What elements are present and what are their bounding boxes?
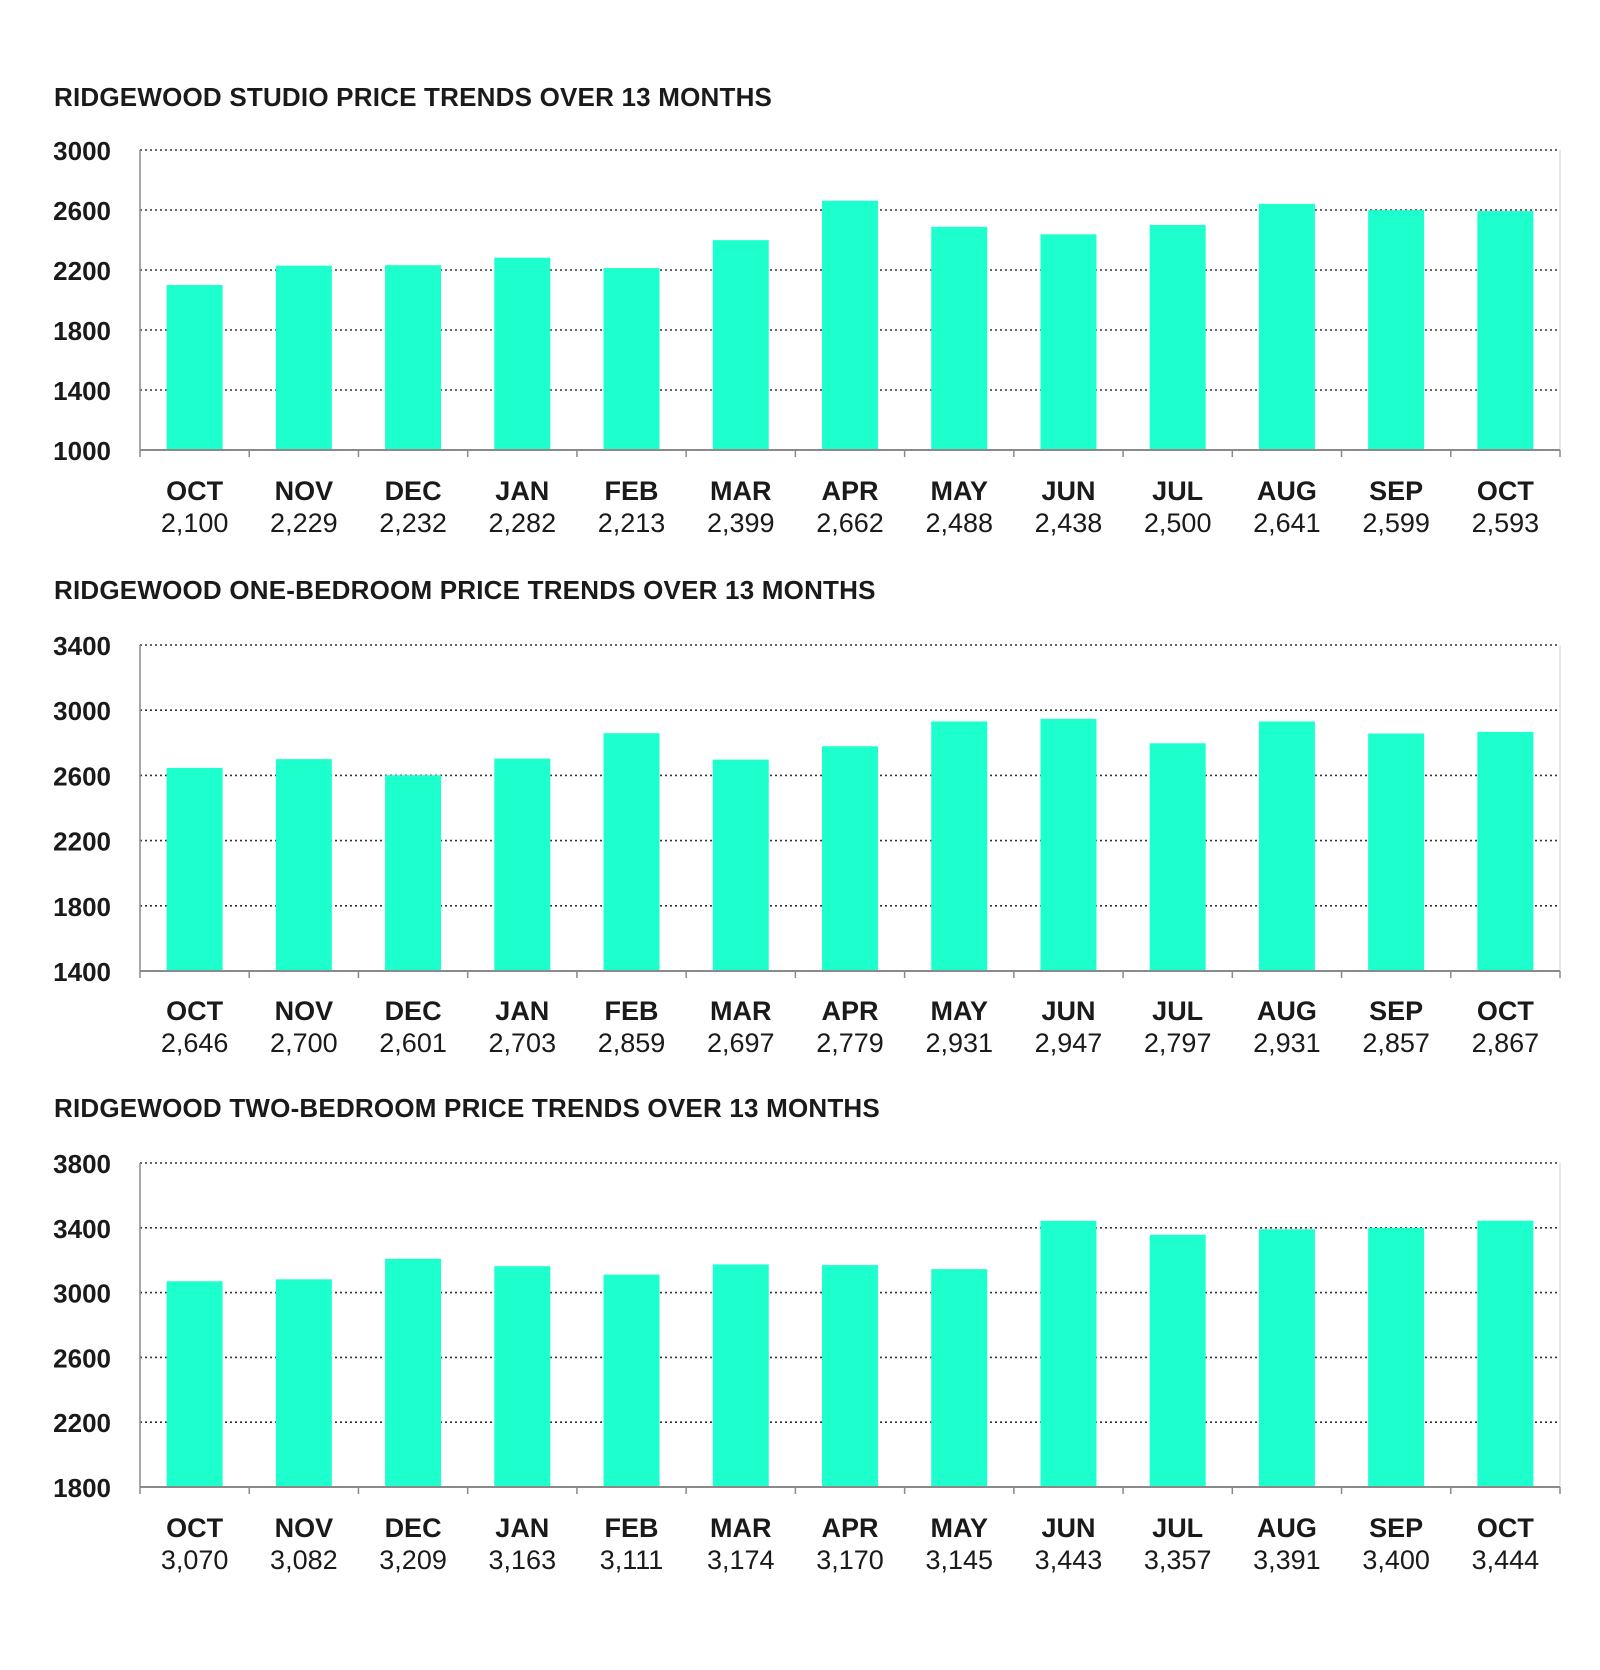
bar xyxy=(385,775,441,971)
x-tick-label: JAN xyxy=(495,996,550,1026)
bar xyxy=(167,285,223,450)
x-tick-label: SEP xyxy=(1369,476,1424,506)
y-tick-label: 3800 xyxy=(53,1149,111,1179)
x-tick-label: SEP xyxy=(1369,996,1424,1026)
data-label: 2,779 xyxy=(816,1028,884,1058)
bar xyxy=(276,1279,332,1487)
studio-chart xyxy=(0,0,1600,555)
bar xyxy=(1368,1228,1424,1487)
data-label: 2,700 xyxy=(270,1028,338,1058)
y-tick-label: 1400 xyxy=(53,957,111,987)
x-tick-label: JUN xyxy=(1041,476,1096,506)
y-tick-label: 2200 xyxy=(53,826,111,857)
data-label: 3,400 xyxy=(1362,1545,1430,1575)
x-tick-label: OCT xyxy=(166,1513,224,1543)
bar xyxy=(822,746,878,971)
chart-plot xyxy=(0,555,1600,1075)
bar xyxy=(1368,734,1424,971)
y-tick-label: 3000 xyxy=(53,696,111,727)
data-label: 2,662 xyxy=(816,508,884,538)
data-label: 2,438 xyxy=(1034,508,1103,538)
data-label: 3,170 xyxy=(816,1545,884,1575)
two-bedroom-chart xyxy=(0,1075,1600,1605)
data-label: 2,488 xyxy=(925,508,994,538)
data-label: 2,931 xyxy=(1253,1028,1321,1058)
x-tick-label: DEC xyxy=(384,476,442,506)
data-label: 2,947 xyxy=(1034,1028,1103,1058)
bar xyxy=(1040,1221,1096,1487)
y-tick-label: 1800 xyxy=(53,1473,111,1503)
x-tick-label: MAY xyxy=(930,476,988,506)
data-label: 3,391 xyxy=(1253,1545,1321,1575)
data-label: 3,357 xyxy=(1143,1545,1212,1575)
chart-title: RIDGEWOOD STUDIO PRICE TRENDS OVER 13 MONTHS xyxy=(54,82,773,112)
x-tick-label: JAN xyxy=(495,476,550,506)
data-label: 3,111 xyxy=(599,1545,664,1575)
y-tick-label: 3400 xyxy=(53,631,111,661)
data-label: 3,163 xyxy=(488,1545,557,1575)
bar xyxy=(167,1281,223,1487)
bar xyxy=(931,227,987,450)
data-label: 2,646 xyxy=(160,1028,229,1058)
data-label: 3,082 xyxy=(270,1545,338,1575)
x-tick-label: OCT xyxy=(166,996,224,1026)
bar xyxy=(1150,1235,1206,1487)
chart-plot xyxy=(0,0,1600,555)
x-tick-label: MAY xyxy=(930,1513,988,1543)
x-tick-label: AUG xyxy=(1256,476,1317,506)
data-label: 2,703 xyxy=(488,1028,557,1058)
bar xyxy=(1259,721,1315,971)
chart-title: RIDGEWOOD ONE-BEDROOM PRICE TRENDS OVER 13 MONTHS xyxy=(54,575,876,605)
bar xyxy=(1368,210,1424,450)
bar xyxy=(1477,211,1533,450)
x-tick-label: AUG xyxy=(1256,996,1317,1026)
bar xyxy=(822,201,878,450)
x-tick-label: DEC xyxy=(384,1513,442,1543)
bar xyxy=(713,1264,769,1487)
data-label: 2,867 xyxy=(1471,1028,1540,1058)
bar xyxy=(604,733,660,971)
x-tick-label: FEB xyxy=(604,476,659,506)
y-tick-label: 2600 xyxy=(53,761,111,792)
x-tick-label: NOV xyxy=(274,476,334,506)
x-tick-label: OCT xyxy=(166,476,224,506)
data-label: 2,229 xyxy=(270,508,338,538)
y-tick-label: 2200 xyxy=(53,256,111,286)
data-label: 2,599 xyxy=(1362,508,1430,538)
y-tick-label: 2600 xyxy=(53,196,111,226)
data-label: 2,282 xyxy=(488,508,557,538)
x-tick-label: APR xyxy=(821,1513,879,1543)
bar xyxy=(1150,743,1206,971)
data-label: 2,797 xyxy=(1143,1028,1212,1058)
data-label: 2,232 xyxy=(379,508,447,538)
data-label: 2,399 xyxy=(706,508,775,538)
y-tick-label: 2200 xyxy=(53,1408,111,1439)
bar xyxy=(276,759,332,971)
x-tick-label: FEB xyxy=(604,1513,659,1543)
bar xyxy=(1259,204,1315,450)
data-label: 3,444 xyxy=(1471,1545,1540,1575)
x-tick-label: MAR xyxy=(710,1513,772,1543)
bar xyxy=(494,1266,550,1487)
bar xyxy=(931,1269,987,1487)
chart-plot xyxy=(0,1075,1600,1605)
bar xyxy=(385,265,441,450)
bar xyxy=(604,1275,660,1487)
data-label: 2,500 xyxy=(1143,508,1212,538)
data-label: 3,209 xyxy=(379,1545,447,1575)
data-label: 3,145 xyxy=(925,1545,994,1575)
bar xyxy=(276,266,332,450)
bar xyxy=(822,1265,878,1487)
bar xyxy=(385,1259,441,1487)
x-tick-label: APR xyxy=(821,996,879,1026)
y-tick-label: 1800 xyxy=(53,891,111,922)
bar xyxy=(1150,225,1206,450)
one-bedroom-chart xyxy=(0,555,1600,1075)
x-tick-label: SEP xyxy=(1369,1513,1424,1543)
x-tick-label: NOV xyxy=(274,996,334,1026)
y-tick-label: 1800 xyxy=(53,316,111,346)
y-tick-label: 1400 xyxy=(53,376,111,406)
data-label: 2,100 xyxy=(160,508,229,538)
y-tick-label: 3000 xyxy=(53,1278,111,1309)
x-tick-label: DEC xyxy=(384,996,442,1026)
x-tick-label: AUG xyxy=(1256,1513,1317,1543)
data-label: 3,070 xyxy=(160,1545,229,1575)
y-tick-label: 2600 xyxy=(53,1343,111,1374)
x-tick-label: JUL xyxy=(1152,476,1204,506)
bar xyxy=(604,268,660,450)
bar xyxy=(1040,234,1096,450)
data-label: 2,601 xyxy=(379,1028,447,1058)
x-tick-label: NOV xyxy=(274,1513,334,1543)
y-tick-label: 3000 xyxy=(53,136,111,166)
data-label: 2,859 xyxy=(597,1028,666,1058)
data-label: 2,857 xyxy=(1362,1028,1430,1058)
bar xyxy=(1477,1221,1533,1487)
data-label: 2,931 xyxy=(925,1028,994,1058)
bar xyxy=(167,768,223,971)
x-tick-label: MAY xyxy=(930,996,988,1026)
chart-title: RIDGEWOOD TWO-BEDROOM PRICE TRENDS OVER 13 MONTHS xyxy=(54,1093,880,1123)
bar xyxy=(1477,732,1533,971)
x-tick-label: APR xyxy=(821,476,879,506)
x-tick-label: JAN xyxy=(495,1513,550,1543)
data-label: 2,213 xyxy=(597,508,666,538)
data-label: 3,443 xyxy=(1034,1545,1103,1575)
bar xyxy=(494,258,550,450)
data-label: 2,593 xyxy=(1471,508,1540,538)
data-label: 3,174 xyxy=(706,1545,775,1575)
x-tick-label: OCT xyxy=(1476,476,1534,506)
bar xyxy=(1040,719,1096,971)
x-tick-label: FEB xyxy=(604,996,659,1026)
bar xyxy=(713,240,769,450)
y-tick-label: 1000 xyxy=(53,436,111,466)
bar xyxy=(931,721,987,971)
bar xyxy=(1259,1229,1315,1487)
x-tick-label: OCT xyxy=(1476,1513,1534,1543)
data-label: 2,697 xyxy=(706,1028,775,1058)
x-tick-label: JUL xyxy=(1152,996,1204,1026)
x-tick-label: JUN xyxy=(1041,996,1096,1026)
y-tick-label: 3400 xyxy=(53,1213,111,1244)
x-tick-label: MAR xyxy=(710,476,772,506)
bar xyxy=(494,759,550,971)
x-tick-label: MAR xyxy=(710,996,772,1026)
x-tick-label: OCT xyxy=(1476,996,1534,1026)
x-tick-label: JUL xyxy=(1152,1513,1204,1543)
x-tick-label: JUN xyxy=(1041,1513,1096,1543)
bar xyxy=(713,760,769,971)
data-label: 2,641 xyxy=(1253,508,1321,538)
